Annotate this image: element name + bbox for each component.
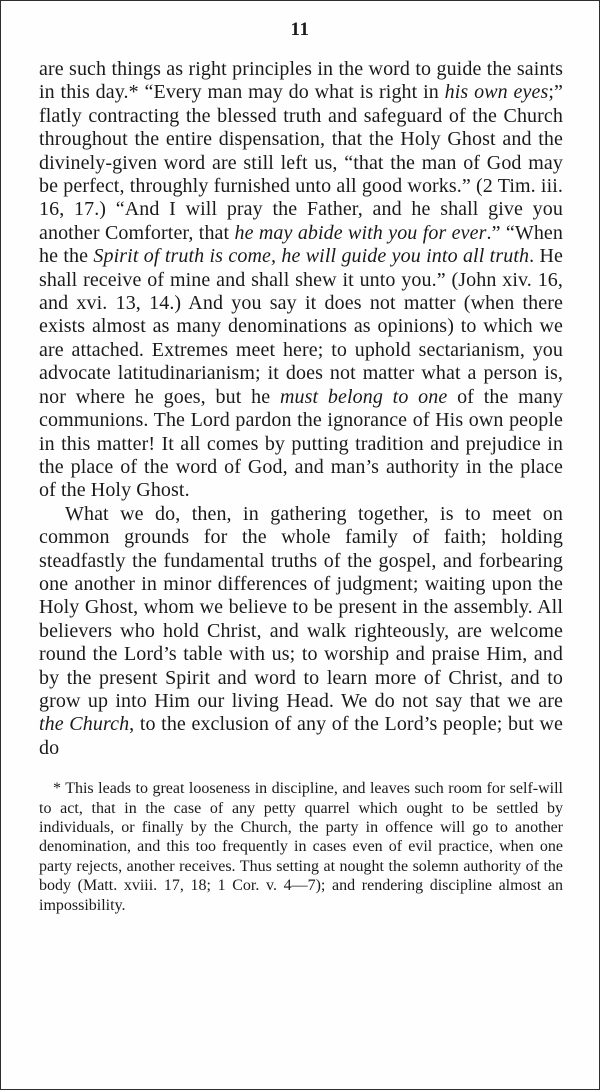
text-run: of the many communions. The Lord pardon the ignorance of His own people in this matter! It all comes by putting tradition and prejudice in the place of the word of God, and man’s authority in the place of the Holy Ghost. <box>39 385 564 502</box>
italic-phrase: his own eyes <box>444 81 549 104</box>
italic-phrase: the Church <box>39 713 130 736</box>
text-run: ;” flatly contracting the blessed truth and safeguard of the Church throughout the entire dispensation, that the Holy Ghost and the divinely-given word are still left us, “that the man of God may be perfect, throughly furnished unto all good works.” (2 Tim. iii. 16, 17.) “And I will pray the Father, and he shall give you another Comforter, that <box>39 81 564 244</box>
italic-phrase: he may abide with you for ever <box>234 221 487 244</box>
text-run: * This leads to great looseness in discipline, and leaves such room for self-will to act, that in the case of any petty quarrel which ought to be settled by individuals, or finally by the Church, the party in offence will go to another denomination, and this too frequently in cases even of evil practice, when one party rejects, another receives. Thus setting at nought the solemn authority of the body (Matt. xviii. 17, 18; 1 Cor. v. 4—7); and rendering discipline almost an impossibility. <box>39 780 563 914</box>
italic-phrase: must belong to one <box>279 385 448 408</box>
paragraph <box>39 503 563 760</box>
text-run: What we do, then, in gathering together, is to meet on common grounds for the whole family of faith; holding steadfastly the fundamental truths of the gospel, and forbearing one another in minor differences of judgment; waiting upon the Holy Ghost, whom we believe to be present in the assembly. All believers who hold Christ, and walk righteously, are welcome round the Lord’s table with us; to worship and praise Him, and by the present Spirit and word to learn more of Christ, and to grow up into Him our living Head. We do not say that we are <box>39 502 563 712</box>
footnote <box>39 779 563 915</box>
italic-phrase: Spirit of truth is come, he will guide you into all truth <box>93 245 530 268</box>
text-run: .” “When he the <box>39 221 564 268</box>
text-run: , to the exclusion of any of the Lord’s people; but we do <box>39 713 563 759</box>
body-text <box>39 58 563 760</box>
text-run: . He shall receive of mine and shall shew it unto you.” (John xiv. 16, and xvi. 13, 14.) And you say it does not matter (when there exists almost as many denominations as opinions) to which we are attached. Extremes meet here; to uphold sectarianism, you advocate latitudinarianism; it does not matter what a person is, nor where he goes, but he <box>39 245 563 408</box>
page-number: 11 <box>290 19 310 40</box>
text-run: are such things as right principles in the word to guide the saints in this day.* “Every man may do what is right in <box>39 58 563 104</box>
paragraph <box>39 58 563 503</box>
